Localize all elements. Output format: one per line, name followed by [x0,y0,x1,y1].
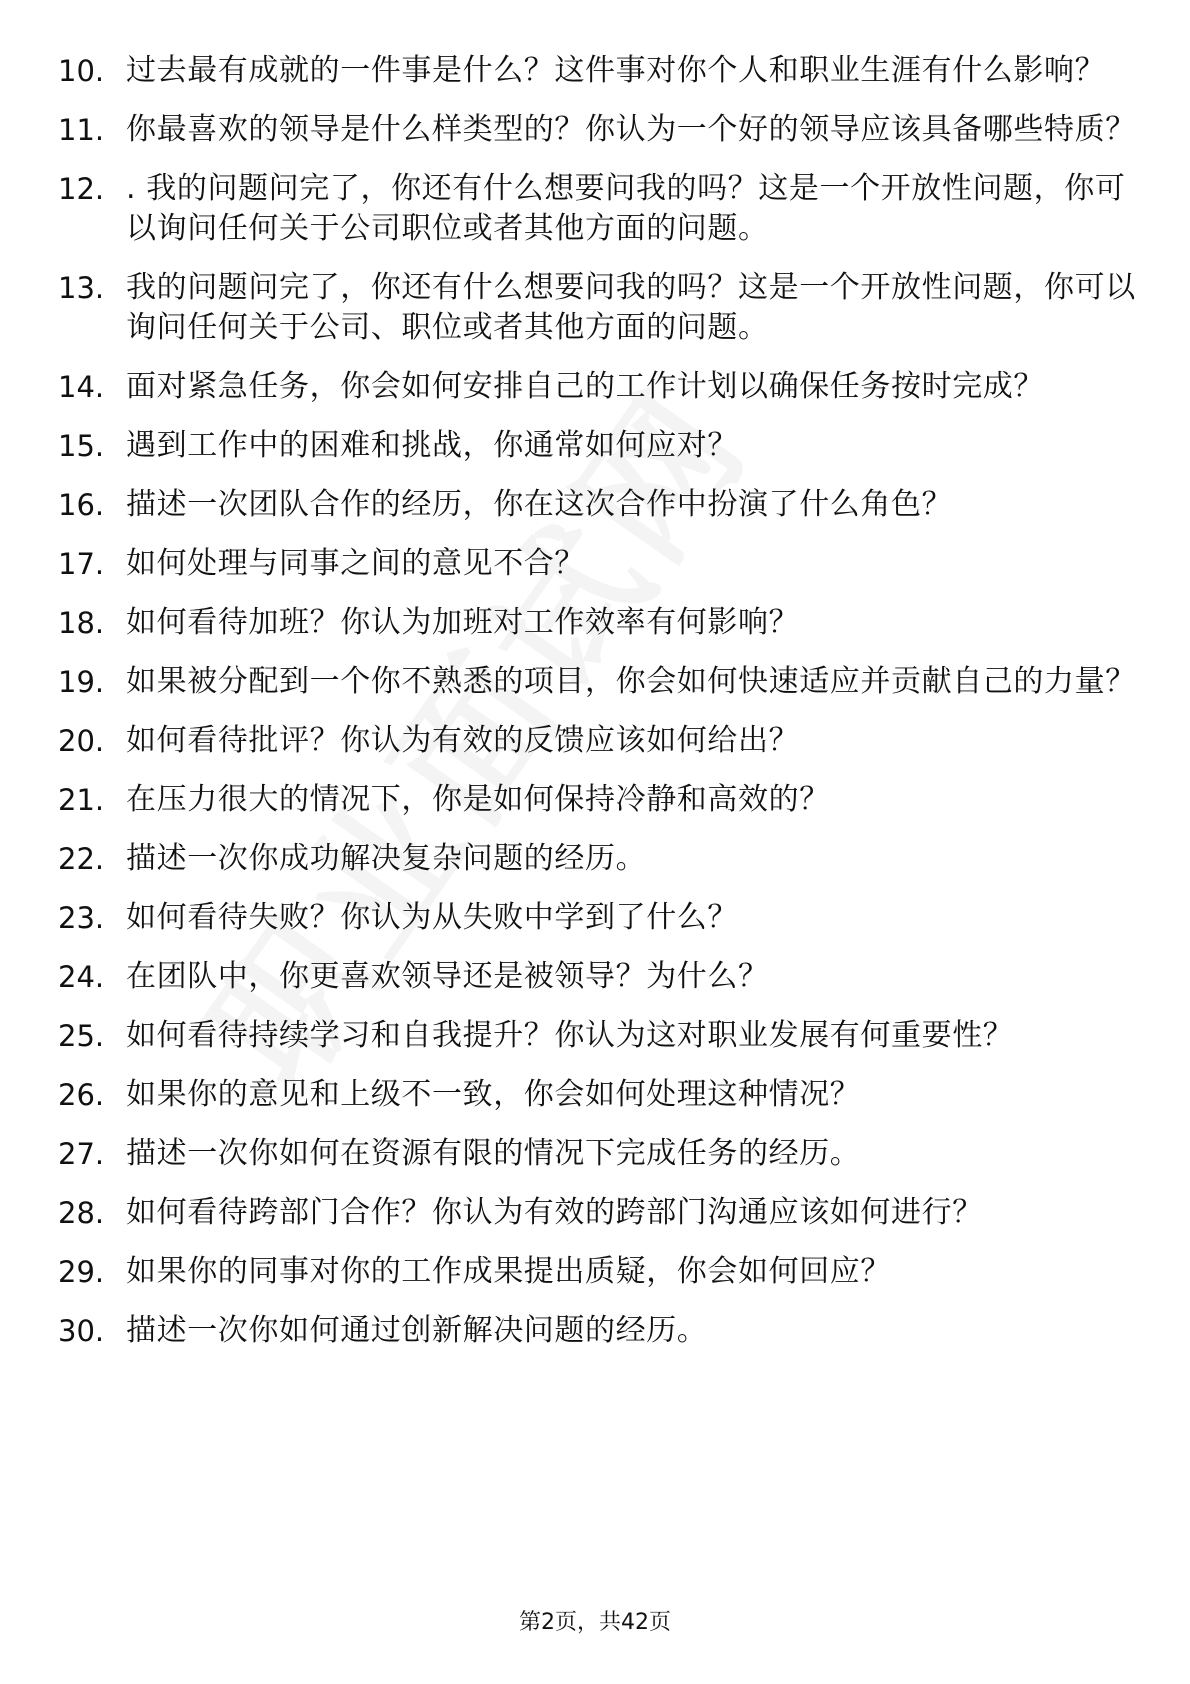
question-number: 20. [58,724,105,758]
question-text: 如果你的同事对你的工作成果提出质疑，你会如何回应？ [126,1254,891,1289]
question-number: 13. [58,271,105,305]
question-item [58,110,1138,150]
question-number: 25. [58,1019,105,1053]
question-text: 你最喜欢的领导是什么样类型的？你认为一个好的领导应该具备哪些特质？ [126,112,1136,147]
question-text: 我的问题问完了，你还有什么想要问我的吗？这是一个开放性问题，你可以询问任何关于公司、职位或者其他方面的问题。 [126,270,1136,345]
question-number: 14. [58,370,105,404]
question-number: 27. [58,1137,105,1171]
question-text: 如何看待跨部门合作？你认为有效的跨部门沟通应该如何进行？ [126,1195,983,1230]
question-text: 如果你的意见和上级不一致，你会如何处理这种情况？ [126,1077,861,1112]
question-item [58,780,1138,820]
question-item [58,268,1138,348]
question-item [58,544,1138,584]
question-number: 29. [58,1255,105,1289]
question-item [58,1134,1138,1174]
question-text: 描述一次团队合作的经历，你在这次合作中扮演了什么角色？ [126,487,953,522]
question-item [58,662,1138,702]
question-item [58,957,1138,997]
question-text: 描述一次你如何在资源有限的情况下完成任务的经历。 [126,1136,861,1171]
question-text: 过去最有成就的一件事是什么？这件事对你个人和职业生涯有什么影响？ [126,53,1106,88]
question-text: 如何看待持续学习和自我提升？你认为这对职业发展有何重要性？ [126,1018,1014,1053]
question-item [58,721,1138,761]
question-item [58,169,1138,249]
question-text: 遇到工作中的困难和挑战，你通常如何应对？ [126,428,738,463]
question-number: 10. [58,54,105,88]
question-item [58,51,1138,91]
question-item [58,1075,1138,1115]
question-text: 描述一次你成功解决复杂问题的经历。 [126,841,647,876]
question-text: 在团队中，你更喜欢领导还是被领导？为什么？ [126,959,769,994]
question-number: 17. [58,547,105,581]
question-text: 描述一次你如何通过创新解决问题的经历。 [126,1313,708,1348]
question-item [58,1311,1138,1351]
question-text: 如何处理与同事之间的意见不合？ [126,546,585,581]
question-item [58,603,1138,643]
question-item [58,839,1138,879]
question-text: 如果被分配到一个你不熟悉的项目，你会如何快速适应并贡献自己的力量？ [126,664,1136,699]
question-text: 在压力很大的情况下，你是如何保持冷静和高效的？ [126,782,830,817]
question-item [58,1252,1138,1292]
question-item [58,898,1138,938]
question-number: 22. [58,842,105,876]
question-text: 如何看待批评？你认为有效的反馈应该如何给出？ [126,723,800,758]
question-item [58,367,1138,407]
question-number: 18. [58,606,105,640]
page-footer [0,1608,1190,1638]
question-text: 如何看待失败？你认为从失败中学到了什么？ [126,900,738,935]
question-number: 19. [58,665,105,699]
question-number: 30. [58,1314,105,1348]
question-text: 如何看待加班？你认为加班对工作效率有何影响？ [126,605,800,640]
question-number: 26. [58,1078,105,1112]
question-item [58,1016,1138,1056]
question-number: 11. [58,113,105,147]
question-item [58,1193,1138,1233]
question-text: 面对紧急任务，你会如何安排自己的工作计划以确保任务按时完成？ [126,369,1044,404]
question-number: 12. [58,172,105,206]
question-number: 28. [58,1196,105,1230]
question-number: 23. [58,901,105,935]
question-number: 24. [58,960,105,994]
question-number: 21. [58,783,105,817]
question-item [58,485,1138,525]
question-number: 16. [58,488,105,522]
question-item [58,426,1138,466]
question-number: 15. [58,429,105,463]
question-list [58,51,1138,1370]
question-text: . 我的问题问完了，你还有什么想要问我的吗？这是一个开放性问题，你可以询问任何关于公司职位或者其他方面的问题。 [126,171,1126,246]
page-indicator: 第2页，共42页 [519,1610,671,1635]
